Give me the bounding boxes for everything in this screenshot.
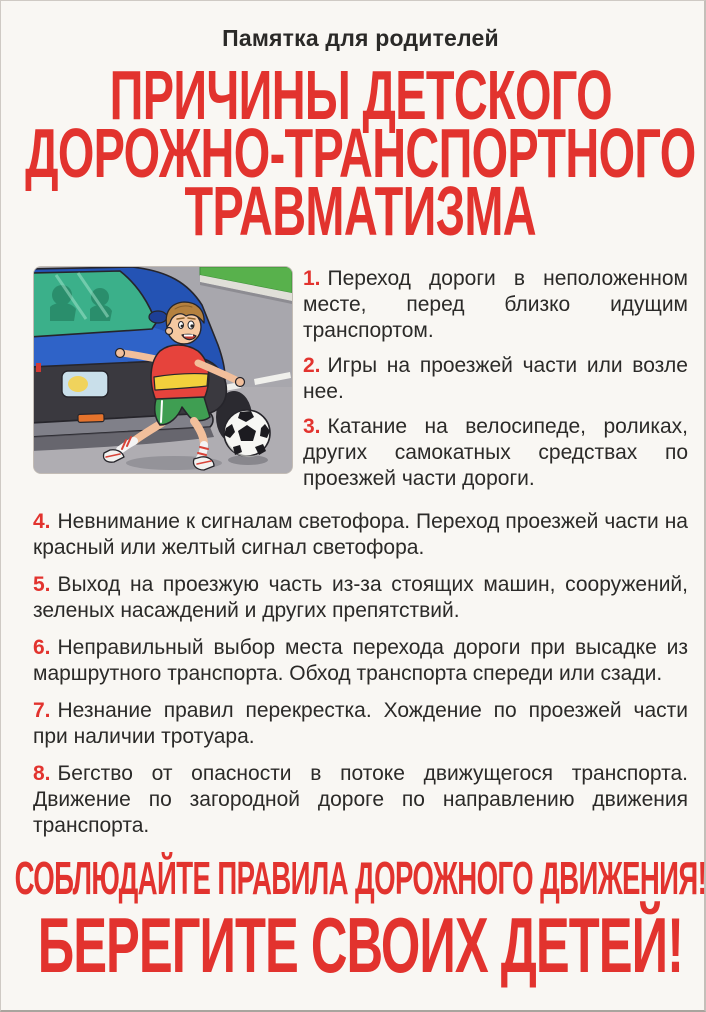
slogan-rules: СОБЛЮДАЙТЕ ПРАВИЛА ДОРОЖНОГО ДВИЖЕНИЯ! xyxy=(14,852,706,904)
list-item xyxy=(303,266,688,344)
page-subtitle: Памятка для родителей xyxy=(222,25,499,51)
list-item xyxy=(33,509,688,561)
item-text: Незнание правил перекрестка. Хождение по проезжей части при наличии тротуара. xyxy=(33,699,688,748)
title-line-2: ДОРОЖНО-ТРАНСПОРТНОГО xyxy=(25,114,696,192)
page-title xyxy=(25,56,696,250)
item-number: 4. xyxy=(33,510,51,533)
item-text: Бегство от опасности в потоке движущегося транспорта. Движение по загородной дороге по направлению движения транспорта. xyxy=(33,762,688,837)
item-text: Игры на проезжей части или возле нее. xyxy=(303,354,688,403)
causes-list-top xyxy=(303,266,688,501)
footer-slogans xyxy=(14,852,706,989)
item-number: 8. xyxy=(33,762,51,785)
figure-row xyxy=(33,266,688,501)
illustration-child-running-car xyxy=(33,266,293,474)
item-number: 2. xyxy=(303,354,321,377)
causes-list-bottom xyxy=(33,509,688,839)
item-text: Катание на велосипеде, роликах, других самокатных средствах по проезжей части дороги. xyxy=(303,415,688,490)
list-item xyxy=(33,698,688,750)
item-number: 1. xyxy=(303,267,321,290)
list-item xyxy=(33,635,688,687)
soccer-ball-graphic xyxy=(224,410,270,457)
slogan-children: БЕРЕГИТЕ СВОИХ ДЕТЕЙ! xyxy=(37,901,684,989)
list-item xyxy=(33,572,688,624)
item-text: Выход на проезжую часть из-за стоящих машин, сооружений, зеленых насаждений и других препятствий. xyxy=(33,573,688,622)
item-text: Неправильный выбор места перехода дороги при высадке из маршрутного транспорта. Обход транспорта спереди или сзади. xyxy=(33,636,688,685)
item-text: Переход дороги в неположенном месте, перед близко идущим транспортом. xyxy=(303,267,688,342)
title-line-3: ТРАВМАТИЗМА xyxy=(184,172,537,250)
item-text: Невнимание к сигналам светофора. Переход проезжей части на красный или желтый сигнал светофора. xyxy=(33,510,688,559)
item-number: 5. xyxy=(33,573,51,596)
list-item xyxy=(33,761,688,839)
item-number: 6. xyxy=(33,636,51,659)
list-item xyxy=(303,414,688,492)
title-line-1: ПРИЧИНЫ ДЕТСКОГО xyxy=(109,56,612,134)
list-item xyxy=(303,353,688,405)
item-number: 7. xyxy=(33,699,51,722)
item-number: 3. xyxy=(303,415,321,438)
